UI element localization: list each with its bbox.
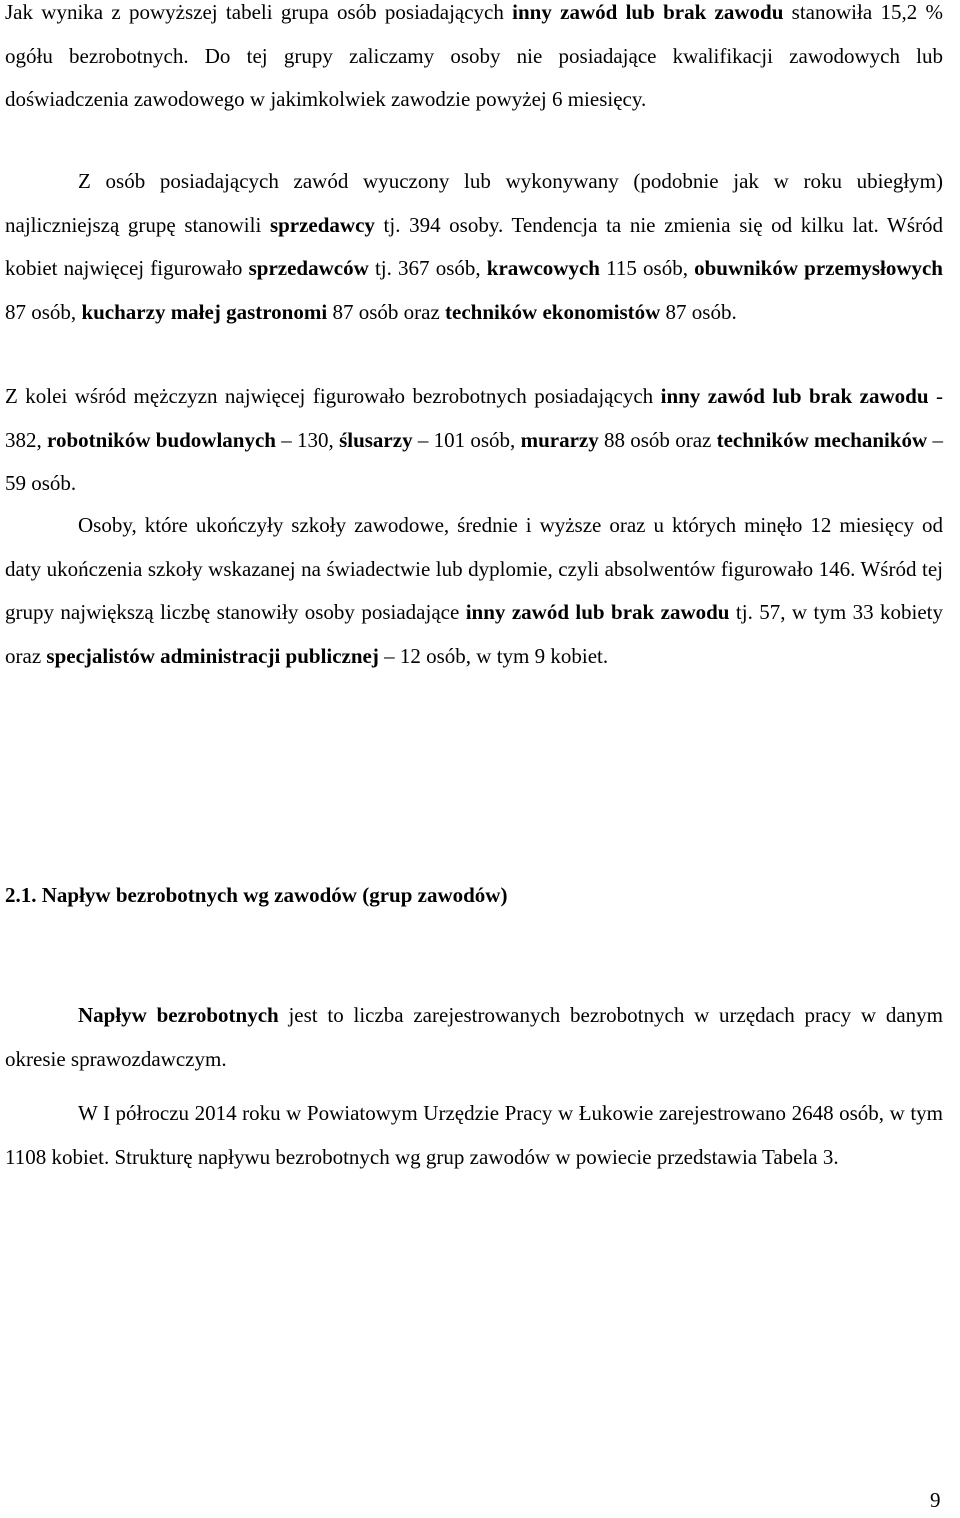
text-run: – 130, <box>276 427 340 452</box>
text-run: 87 osób. <box>660 299 737 324</box>
text-run: – 12 osób, w tym 9 kobiet. <box>378 643 609 668</box>
bold-term: techników ekonomistów <box>445 299 661 324</box>
paragraph-men <box>5 375 943 506</box>
bold-term: specjalistów administracji publicznej <box>46 643 379 668</box>
paragraph-sellers <box>5 160 943 334</box>
text-run: tj. 394 osoby. Tendencja ta nie zmienia się od kilku lat. Wśród kobiet najwięcej figurowało <box>5 212 943 280</box>
bold-term: Napływ bezrobotnych <box>78 1003 279 1027</box>
bold-term: robotników budowlanych <box>47 427 276 452</box>
text-run: tj. 57, w tym 33 kobiety oraz <box>5 600 943 668</box>
bold-term: sprzedawców <box>248 256 369 280</box>
bold-term: techników mechaników <box>716 427 928 452</box>
text-run: – 101 osób, <box>412 427 521 452</box>
bold-term: krawcowych <box>486 256 600 280</box>
text-run: Z osób posiadających zawód wyuczony lub wykonywany (podobnie jak w roku ubiegłym) najliczniejszą grupę stanowili <box>5 169 943 237</box>
text-run: - 382, <box>5 384 943 452</box>
bold-term: murarzy <box>520 427 599 452</box>
text-run: Jak wynika z powyższej tabeli grupa osób posiadających <box>5 0 513 24</box>
text-run: 87 osób, <box>5 299 82 324</box>
paragraph-inflow-summary <box>5 1092 943 1179</box>
paragraph-summary-no-profession <box>5 0 943 122</box>
text-run: tj. 367 osób, <box>368 256 487 280</box>
bold-term: inny zawód lub brak zawodu <box>465 600 730 624</box>
paragraph-inflow-definition <box>5 994 943 1081</box>
text-run: jest to liczba zarejestrowanych bezrobotnych w urzędach pracy w danym okresie sprawozdawczym. <box>5 1003 943 1071</box>
text-run: W I półroczu 2014 roku w Powiatowym Urzędzie Pracy w Łukowie zarejestrowano 2648 osób, w tym 1108 kobiet. Strukturę napływu bezrobotnych wg grup zawodów w powiecie przedstawia Tabela 3. <box>5 1101 943 1169</box>
bold-term: kucharzy małej gastronomi <box>81 299 328 324</box>
text-run: 88 osób oraz <box>598 427 717 452</box>
text-run: stanowiła 15,2 % ogółu bezrobotnych. Do tej grupy zaliczamy osoby nie posiadające kwalifikacji zawodowych lub doświadczenia zawodowego w jakimkolwiek zawodzie powyżej 6 miesięcy. <box>5 0 943 111</box>
text-run: 115 osób, <box>599 256 695 280</box>
paragraph-graduates <box>5 504 943 678</box>
bold-term: inny zawód lub brak zawodu <box>660 384 929 408</box>
text-run: 87 osób oraz <box>327 299 446 324</box>
bold-term: ślusarzy <box>339 427 413 452</box>
text-run: – 59 osób. <box>5 427 944 495</box>
bold-term: inny zawód lub brak zawodu <box>512 0 784 24</box>
bold-term: obuwników przemysłowych <box>694 256 943 280</box>
text-run: Z kolei wśród mężczyzn najwięcej figurowało bezrobotnych posiadających <box>5 384 661 408</box>
bold-term: sprzedawcy <box>269 212 375 237</box>
section-heading: 2.1. Napływ bezrobotnych wg zawodów (grup zawodów) <box>5 883 508 907</box>
page-number: 9 <box>930 1488 941 1512</box>
text-run: Osoby, które ukończyły szkoły zawodowe, średnie i wyższe oraz u których minęło 12 miesięcy od daty ukończenia szkoły wskazanej na świadectwie lub dyplomie, czyli absolwentów figurowało 146. Wśród tej grupy największą liczbę stanowiły osoby posiadające <box>5 513 943 624</box>
